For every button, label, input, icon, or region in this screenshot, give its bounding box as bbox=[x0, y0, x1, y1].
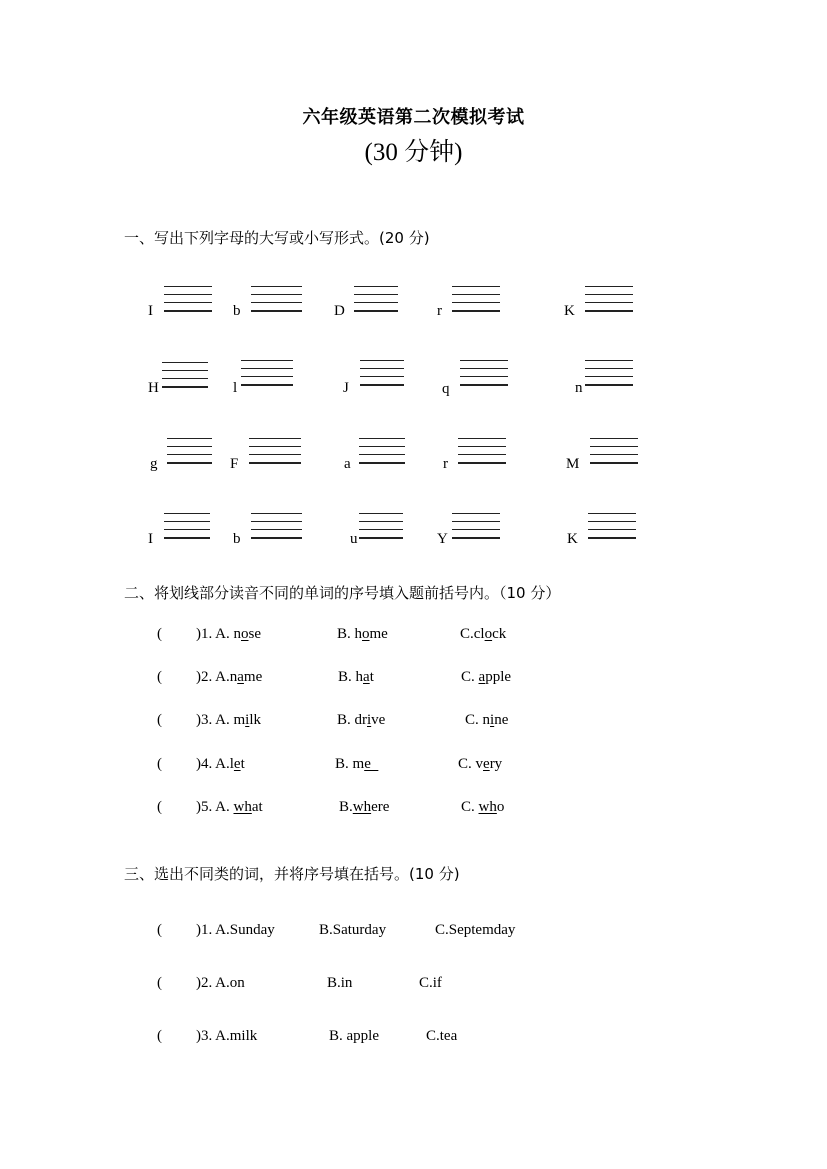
writing-lines[interactable] bbox=[452, 513, 500, 541]
option-c: C. very bbox=[458, 756, 503, 772]
letter-r4c3: u bbox=[350, 531, 358, 547]
option-a: )3. A.milk bbox=[196, 1028, 258, 1044]
letter-r4c4: Y bbox=[437, 531, 448, 547]
letter-r4c2: b bbox=[233, 531, 241, 547]
paren[interactable]: ( bbox=[157, 712, 162, 728]
paren[interactable]: ( bbox=[157, 799, 162, 815]
option-c: C.Septemday bbox=[435, 922, 516, 938]
option-a: )4. A.let bbox=[196, 756, 245, 772]
option-b: B.Saturday bbox=[319, 922, 387, 938]
paren[interactable]: ( bbox=[157, 626, 162, 642]
writing-lines[interactable] bbox=[359, 438, 405, 466]
paren[interactable]: ( bbox=[157, 1028, 162, 1044]
letter-r2c1: H bbox=[148, 380, 159, 396]
section3-heading: 三、选出不同类的词，并将序号填在括号。(10 分) bbox=[124, 865, 460, 883]
letter-r1c4: r bbox=[437, 303, 442, 319]
letter-r2c3: J bbox=[343, 380, 349, 396]
letter-r3c5: M bbox=[566, 456, 580, 472]
option-b: B.where bbox=[339, 799, 390, 815]
letter-r1c3: D bbox=[334, 303, 345, 319]
option-c: C.tea bbox=[426, 1028, 458, 1044]
option-a: )2. A.name bbox=[196, 669, 263, 685]
writing-lines[interactable] bbox=[251, 286, 302, 314]
writing-lines[interactable] bbox=[452, 286, 500, 314]
letter-r1c5: K bbox=[564, 303, 575, 319]
section2-heading: 二、将划线部分读音不同的单词的序号填入题前括号内。（10 分） bbox=[124, 584, 561, 602]
option-c: C.clock bbox=[460, 626, 507, 642]
letter-r3c2: F bbox=[230, 456, 239, 472]
letter-r3c1: g bbox=[150, 456, 158, 472]
letter-r2c5: n bbox=[575, 380, 583, 396]
list-item bbox=[157, 626, 162, 643]
letter-r1c2: b bbox=[233, 303, 241, 319]
option-a: )1. A.Sunday bbox=[196, 922, 275, 938]
option-b: B.in bbox=[327, 975, 353, 991]
writing-lines[interactable] bbox=[354, 286, 398, 314]
list-item bbox=[157, 1028, 162, 1045]
writing-lines[interactable] bbox=[458, 438, 506, 466]
option-b: B. drive bbox=[337, 712, 386, 728]
paren[interactable]: ( bbox=[157, 756, 162, 772]
option-c: C.if bbox=[419, 975, 442, 991]
writing-lines[interactable] bbox=[249, 438, 301, 466]
option-c: C. nine bbox=[465, 712, 509, 728]
letter-r3c4: r bbox=[443, 456, 448, 472]
list-item bbox=[157, 669, 162, 686]
option-a: )1. A. nose bbox=[196, 626, 261, 642]
option-a: )3. A. milk bbox=[196, 712, 262, 728]
letter-r3c3: a bbox=[344, 456, 351, 472]
writing-lines[interactable] bbox=[359, 513, 403, 541]
letter-r4c1: I bbox=[148, 531, 153, 547]
writing-lines[interactable] bbox=[162, 362, 208, 390]
option-b: B. home bbox=[337, 626, 388, 642]
writing-lines[interactable] bbox=[585, 360, 633, 388]
paren[interactable]: ( bbox=[157, 975, 162, 991]
option-a: )2. A.on bbox=[196, 975, 245, 991]
section1-heading: 一、写出下列字母的大写或小写形式。(20 分) bbox=[124, 229, 430, 247]
list-item bbox=[157, 922, 162, 939]
option-c: C. who bbox=[461, 799, 505, 815]
writing-lines[interactable] bbox=[167, 438, 212, 466]
page-subtitle: (30 分钟) bbox=[364, 139, 463, 166]
writing-lines[interactable] bbox=[251, 513, 302, 541]
option-b: B. me bbox=[335, 756, 379, 772]
writing-lines[interactable] bbox=[241, 360, 293, 388]
writing-lines[interactable] bbox=[585, 286, 633, 314]
page-title: 六年级英语第二次模拟考试 bbox=[302, 107, 525, 128]
option-b: B. hat bbox=[338, 669, 374, 685]
letter-r2c4: q bbox=[442, 381, 450, 397]
list-item bbox=[157, 799, 162, 816]
writing-lines[interactable] bbox=[588, 513, 636, 541]
letter-r2c2: l bbox=[233, 380, 238, 396]
option-b: B. apple bbox=[329, 1028, 379, 1044]
writing-lines[interactable] bbox=[460, 360, 508, 388]
writing-lines[interactable] bbox=[164, 513, 210, 541]
writing-lines[interactable] bbox=[360, 360, 404, 388]
paren[interactable]: ( bbox=[157, 669, 162, 685]
list-item bbox=[157, 712, 162, 729]
option-a: )5. A. what bbox=[196, 799, 263, 815]
writing-lines[interactable] bbox=[590, 438, 638, 466]
option-c: C. apple bbox=[461, 669, 512, 685]
writing-lines[interactable] bbox=[164, 286, 212, 314]
letter-r4c5: K bbox=[567, 531, 578, 547]
paren[interactable]: ( bbox=[157, 922, 162, 938]
list-item bbox=[157, 975, 162, 992]
list-item bbox=[157, 756, 162, 773]
letter-r1c1: I bbox=[148, 303, 153, 319]
